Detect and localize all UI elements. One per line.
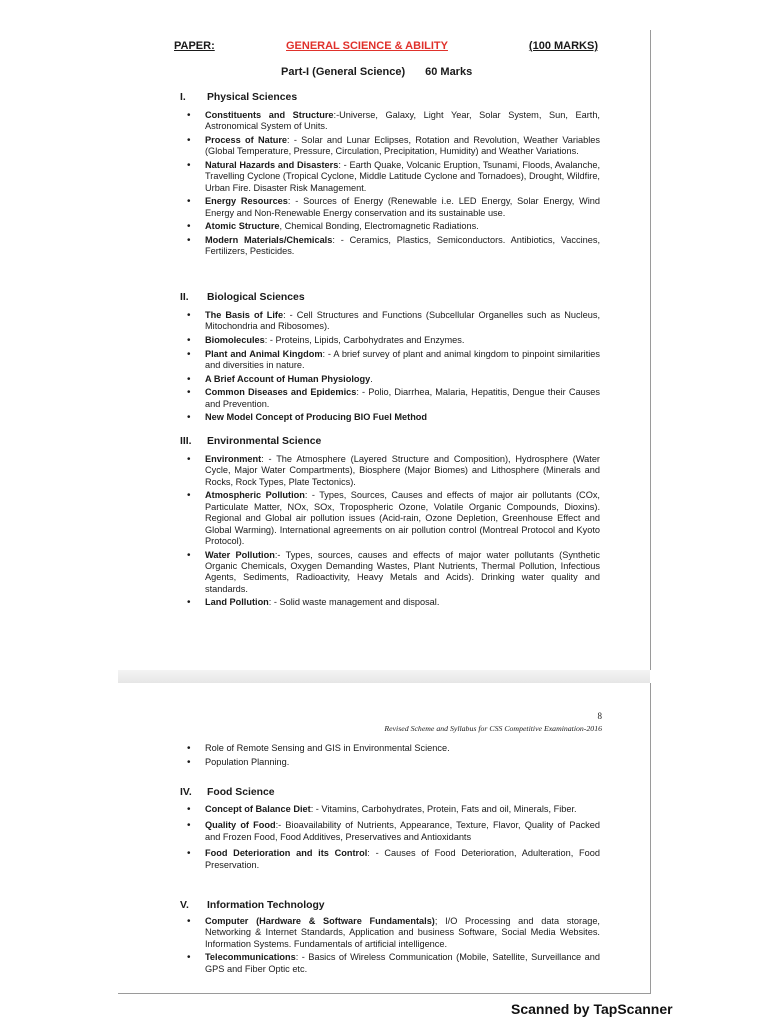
continued-list	[186, 743, 600, 770]
list-item: • Water Pollution:- Types, sources, causes and effects of major water pollutants (Synthetic Organic Chemicals, Oxygen Demanding Wastes, Plant Nutrients, Thermal Pollution, Infectious Agents, Sediments, Radioactivity, Heavy Metals and Acids). Drinking water quality and standards.	[186, 550, 600, 596]
list-item: • Common Diseases and Epidemics: - Polio, Diarrhea, Malaria, Hepatitis, Dengue their Causes and Prevention.	[186, 387, 600, 410]
page-number: 8	[597, 711, 602, 721]
list-item: • Biomolecules: - Proteins, Lipids, Carbohydrates and Enzymes.	[186, 335, 600, 346]
part-title: Part-I (General Science)	[281, 66, 406, 78]
list-item: • Constituents and Structure:-Universe, Galaxy, Light Year, Solar System, Sun, Earth, Astronomical System of Units.	[186, 110, 600, 133]
list-item: • Energy Resources: - Sources of Energy (Renewable i.e. LED Energy, Solar Energy, Wind Energy and Non-Renewable Energy conservation and its sustainable use.	[186, 196, 600, 219]
section-heading	[180, 787, 275, 798]
section-list	[186, 916, 600, 977]
list-item: • Process of Nature: - Solar and Lunar Eclipses, Rotation and Revolution, Weather Variables (Global Temperature, Pressure, Circulation, Precipitation, Humidity) and Weather Variations.	[186, 135, 600, 158]
syllabus-page-1	[118, 30, 651, 670]
running-header: Revised Scheme and Syllabus for CSS Competitive Examination-2016	[384, 724, 602, 733]
section-title: Physical Sciences	[207, 92, 298, 103]
paper-subject: GENERAL SCIENCE & ABILITY	[286, 40, 448, 52]
list-item: • Computer (Hardware & Software Fundamentals); I/O Processing and data storage, Networking & Internet Standards, Application and business Software, Social Media Websites. Information Systems. Fundamentals of artificial intelligence.	[186, 916, 600, 950]
section-number: III.	[180, 436, 192, 447]
list-item: • Atmospheric Pollution: - Types, Sources, Causes and effects of major air pollutants (COx, Particulate Matter, NOx, SOx, Tropospheric Ozone, Volatile Organic Compounds, Dioxins). Regional and Global air pollution issues (Acid-rain, Ozone Depletion, Greenhouse Effect and Global Warming). International agreements on air pollution control (Montreal Protocol and Kyoto Protocol).	[186, 490, 600, 547]
list-item: • Land Pollution: - Solid waste management and disposal.	[186, 597, 600, 608]
list-item: • New Model Concept of Producing BIO Fuel Method	[186, 412, 600, 423]
part-marks: 60 Marks	[425, 66, 473, 78]
list-item: • Modern Materials/Chemicals: - Ceramics, Plastics, Semiconductors. Antibiotics, Vaccines, Fertilizers, Pesticides.	[186, 235, 600, 258]
section-number: V.	[180, 900, 189, 911]
list-item: • Role of Remote Sensing and GIS in Environmental Science.	[186, 743, 600, 754]
section-title: Food Science	[207, 787, 275, 798]
list-item: • Atomic Structure, Chemical Bonding, Electromagnetic Radiations.	[186, 221, 600, 232]
list-item: • The Basis of Life: - Cell Structures and Functions (Subcellular Organelles such as Nucleus, Mitochondria and Ribosomes).	[186, 310, 600, 333]
list-item: • Plant and Animal Kingdom: - A brief survey of plant and animal kingdom to pinpoint similarities and diversities in nature.	[186, 349, 600, 372]
section-heading	[180, 436, 321, 447]
paper-marks: (100 MARKS)	[528, 40, 598, 52]
paper-label: PAPER:	[174, 40, 215, 52]
section-number: I.	[180, 92, 186, 103]
paper-header	[174, 40, 598, 56]
section-title: Information Technology	[207, 900, 325, 911]
part-heading	[281, 66, 492, 78]
section-number: II.	[180, 292, 189, 303]
list-item: • Quality of Food:- Bioavailability of Nutrients, Appearance, Texture, Flavor, Quality of Packed and Frozen Food, Food Additives, Preservatives and Antioxidants	[186, 820, 600, 843]
list-item: • Population Planning.	[186, 757, 600, 768]
section-list	[186, 804, 600, 873]
list-item: • Environment: - The Atmosphere (Layered Structure and Composition), Hydrosphere (Water Cycle, Major Water Compartments), Biosphere (Major Biomes) and Lithosphere (Minerals and Rocks, Rock Types, Plate Tectonics).	[186, 454, 600, 488]
section-list	[186, 110, 600, 260]
list-item: • Telecommunications: - Basics of Wireless Communication (Mobile, Satellite, Surveillance and GPS and Fiber Optic etc.	[186, 952, 600, 975]
section-title: Biological Sciences	[207, 292, 305, 303]
list-item: • Natural Hazards and Disasters: - Earth Quake, Volcanic Eruption, Tsunami, Floods, Avalanche, Travelling Cyclone (Tropical Cyclone, Middle Latitude Cyclone and Tornadoes), Drought, Wildfire, Urban Fire. Disaster Risk Management.	[186, 160, 600, 194]
section-number: IV.	[180, 787, 192, 798]
section-heading	[180, 292, 305, 303]
section-heading	[180, 900, 325, 911]
page-break	[118, 670, 650, 683]
section-list	[186, 454, 600, 611]
list-item: • A Brief Account of Human Physiology.	[186, 374, 600, 385]
section-heading	[180, 92, 297, 103]
section-title: Environmental Science	[207, 436, 322, 447]
section-list	[186, 310, 600, 426]
list-item: • Concept of Balance Diet: - Vitamins, Carbohydrates, Protein, Fats and oil, Minerals, Fiber.	[186, 804, 600, 815]
syllabus-page-2	[118, 683, 651, 994]
list-item: • Food Deterioration and its Control: - Causes of Food Deterioration, Adulteration, Food Preservation.	[186, 848, 600, 871]
scanner-watermark: Scanned by TapScanner	[511, 1001, 673, 1017]
